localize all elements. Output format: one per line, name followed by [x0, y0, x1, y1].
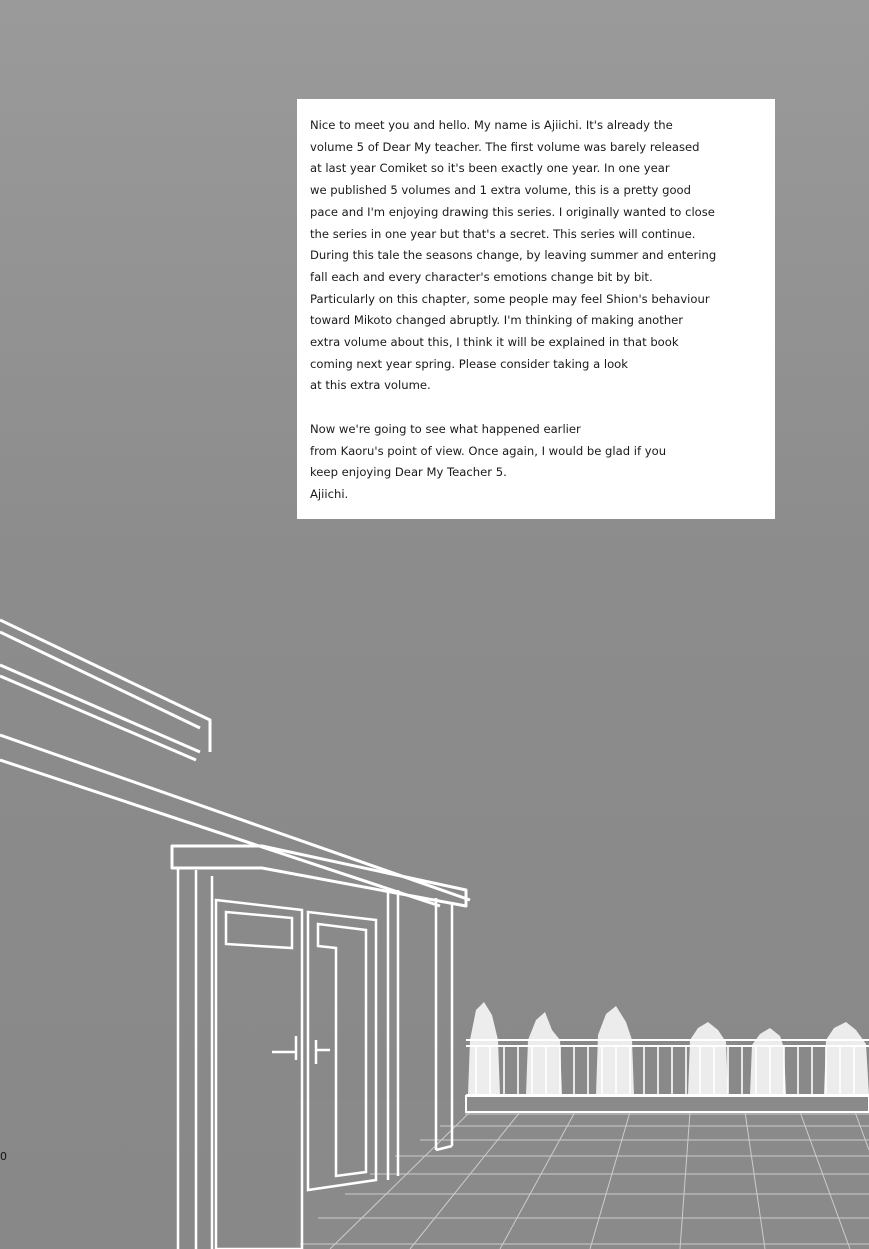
note-line: we published 5 volumes and 1 extra volume, this is a pretty good [310, 183, 692, 198]
railing-bars [476, 1046, 854, 1095]
note-line: at last year Comiket so it's been exactly one year. In one year [310, 161, 670, 176]
trees [468, 1002, 869, 1095]
note-line: fall each and every character's emotions change bit by bit. [310, 269, 653, 284]
door-canopy [172, 846, 466, 906]
author-note-paragraph-2 [310, 419, 765, 506]
note-line: During this tale the seasons change, by leaving summer and entering [310, 248, 717, 263]
note-line: Nice to meet you and hello. My name is Ajiichi. It's already the [310, 118, 673, 132]
note-line: Particularly on this chapter, some people may feel Shion's behaviour [310, 291, 710, 306]
note-line: at this extra volume. [310, 378, 431, 393]
page-number: 0 [0, 1150, 7, 1163]
note-line: keep enjoying Dear My Teacher 5. [310, 465, 507, 480]
note-line: Now we're going to see what happened earlier [310, 421, 581, 436]
note-line: the series in one year but that's a secret. This series will continue. [310, 226, 696, 241]
note-signature: Ajiichi. [310, 486, 349, 501]
author-note-paragraph-1 [310, 115, 765, 397]
note-line: pace and I'm enjoying drawing this series. I originally wanted to close [310, 204, 715, 219]
note-line: volume 5 of Dear My teacher. The first volume was barely released [310, 139, 700, 154]
note-line: extra volume about this, I think it will be explained in that book [310, 335, 679, 350]
note-line: toward Mikoto changed abruptly. I'm thinking of making another [310, 313, 684, 328]
note-line: coming next year spring. Please consider taking a look [310, 356, 628, 371]
building-roof [0, 620, 470, 906]
note-line: from Kaoru's point of view. Once again, I would be glad if you [310, 443, 667, 458]
author-note [297, 99, 775, 519]
